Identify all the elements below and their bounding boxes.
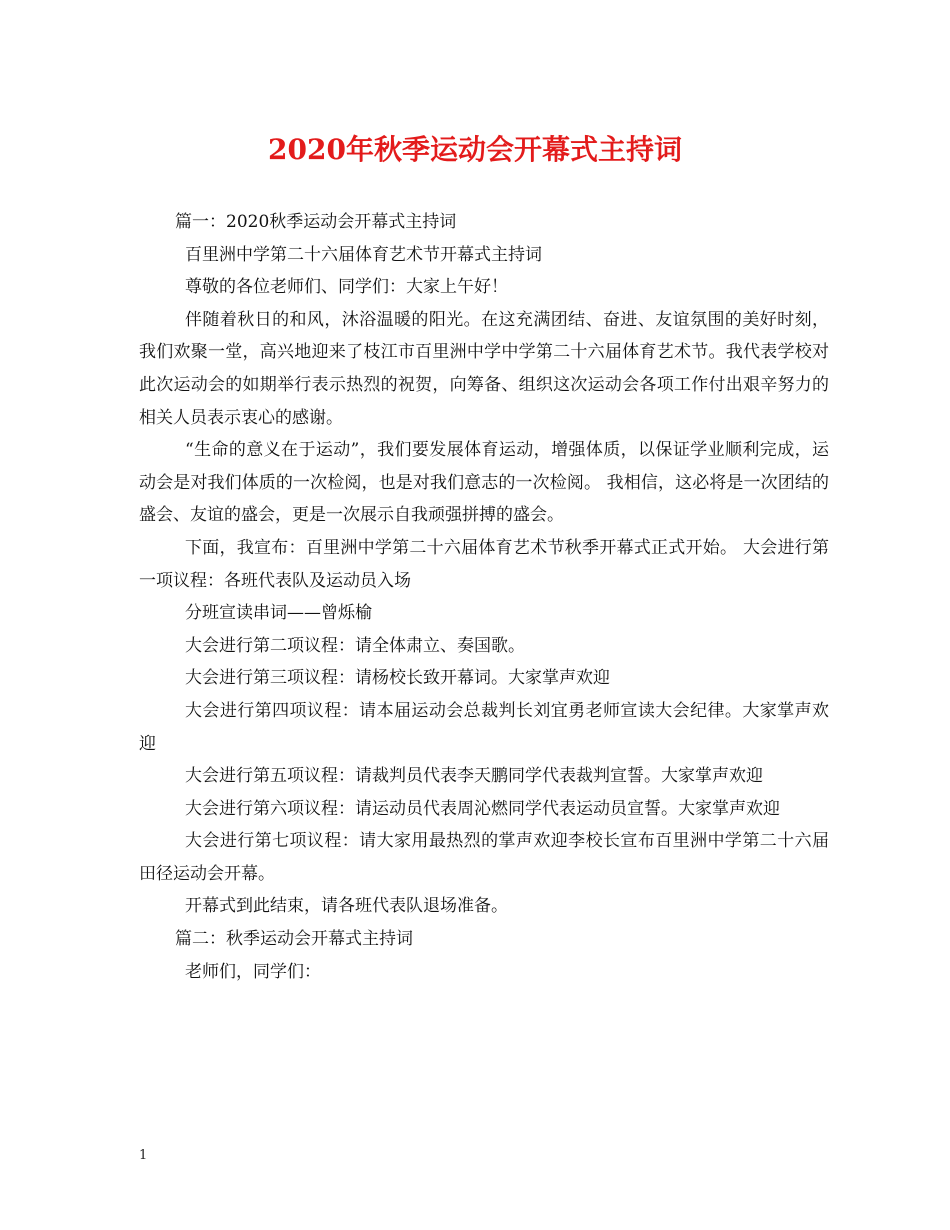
agenda-item-3: 大会进行第三项议程：请杨校长致开幕词。大家掌声欢迎	[185, 668, 610, 689]
page-number: 1	[139, 1148, 148, 1163]
paragraph-motto: “生命的意义在于运动”，我们要发展体育运动，增强体质，以保证学业顺利完成，运动会是对我们体质的一次检阅，也是对我们意志的一次检阅。 我相信，这必将是一次团结的盛会、友谊的盛会，更是一次展示自我顽强拼搏的盛会。	[139, 440, 829, 526]
document-body	[139, 206, 829, 988]
agenda-item-4: 大会进行第四项议程：请本届运动会总裁判长刘宜勇老师宣读大会纪律。大家掌声欢迎	[139, 700, 829, 754]
paragraph-closing: 开幕式到此结束，请各班代表队退场准备。	[185, 896, 508, 917]
agenda-item-6: 大会进行第六项议程：请运动员代表周沁燃同学代表运动员宣誓。大家掌声欢迎	[185, 798, 780, 819]
document-title: 2020年秋季运动会开幕式主持词	[268, 133, 682, 166]
paragraph-class-reading: 分班宣读串词——曾烁榆	[185, 603, 372, 624]
agenda-item-5: 大会进行第五项议程：请裁判员代表李天鹏同学代表裁判宣誓。大家掌声欢迎	[185, 766, 763, 787]
paragraph-announce: 下面，我宣布：百里洲中学第二十六届体育艺术节秋季开幕式正式开始。 大会进行第一项议程：各班代表队及运动员入场	[139, 537, 829, 591]
section-heading-1: 篇一：2020秋季运动会开幕式主持词	[175, 212, 457, 232]
greeting-2: 老师们，同学们：	[185, 961, 321, 982]
greeting: 尊敬的各位老师们、同学们：大家上午好！	[185, 277, 508, 298]
agenda-item-7: 大会进行第七项议程：请大家用最热烈的掌声欢迎李校长宣布百里洲中学第二十六届田径运动会开幕。	[139, 831, 829, 884]
section-heading-2: 篇二：秋季运动会开幕式主持词	[175, 929, 413, 950]
paragraph-opening: 伴随着秋日的和风，沐浴温暖的阳光。在这充满团结、奋进、友谊氛围的美好时刻，我们欢聚一堂，高兴地迎来了枝江市百里洲中学中学第二十六届体育艺术节。我代表学校对此次运动会的如期举行表示热烈的祝贺，向筹备、组织这次运动会各项工作付出艰辛努力的相关人员表示衷心的感谢。	[139, 309, 829, 428]
subtitle: 百里洲中学第二十六届体育艺术节开幕式主持词	[185, 244, 542, 265]
agenda-item-2: 大会进行第二项议程：请全体肃立、奏国歌。	[185, 635, 525, 656]
